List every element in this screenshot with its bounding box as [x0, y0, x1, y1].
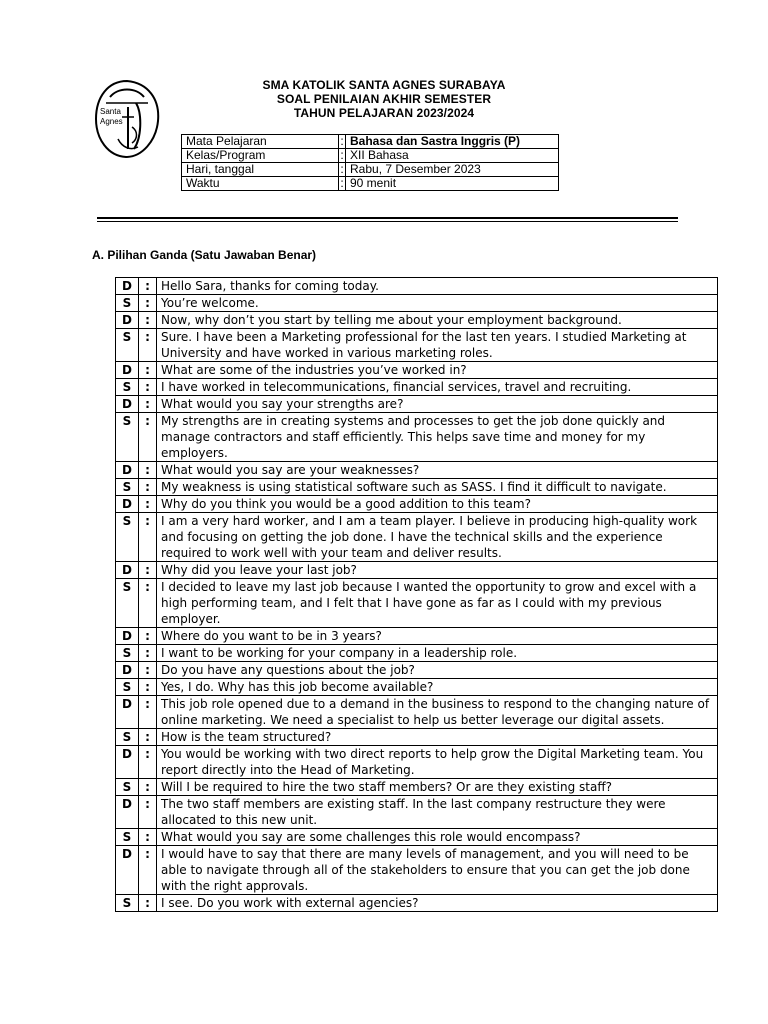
dialogue-text: What would you say your strengths are? [157, 396, 718, 413]
dialogue-row [116, 628, 718, 645]
dialogue-colon: : [139, 696, 157, 729]
info-value: Rabu, 7 Desember 2023 [346, 163, 559, 177]
dialogue-colon: : [139, 846, 157, 895]
info-label: Waktu [182, 177, 339, 191]
dialogue-colon: : [139, 278, 157, 295]
dialogue-speaker: D [116, 796, 139, 829]
dialogue-colon: : [139, 496, 157, 513]
dialogue-speaker: D [116, 846, 139, 895]
dialogue-colon: : [139, 513, 157, 562]
school-logo [92, 77, 162, 161]
section-title: A. Pilihan Ganda (Satu Jawaban Benar) [92, 248, 317, 262]
dialogue-text: What would you say are some challenges this role would encompass? [157, 829, 718, 846]
dialogue-colon: : [139, 479, 157, 496]
dialogue-colon: : [139, 413, 157, 462]
dialogue-text: Why did you leave your last job? [157, 562, 718, 579]
info-colon: : [340, 176, 344, 190]
dialogue-speaker: D [116, 396, 139, 413]
dialogue-text: I am a very hard worker, and I am a team player. I believe in producing high-quality work and focusing on getting the job done. I have the technical skills and the experience required to work well with your team and deliver results. [157, 513, 718, 562]
dialogue-text: How is the team structured? [157, 729, 718, 746]
info-row-class [182, 149, 559, 163]
dialogue-text: Sure. I have been a Marketing professional for the last ten years. I studied Marketing at University and have worked in various marketing roles. [157, 329, 718, 362]
dialogue-colon: : [139, 562, 157, 579]
exam-info-table [181, 134, 559, 191]
dialogue-text: I decided to leave my last job because I wanted the opportunity to grow and excel with a high performing team, and I felt that I have gone as far as I could with my previous employer. [157, 579, 718, 628]
dialogue-text: My weakness is using statistical software such as SASS. I find it difficult to navigate. [157, 479, 718, 496]
dialogue-speaker: S [116, 579, 139, 628]
info-row-date [182, 163, 559, 177]
svg-text:Santa: Santa [100, 107, 121, 116]
info-colon: : [340, 162, 344, 176]
dialogue-text: Do you have any questions about the job? [157, 662, 718, 679]
dialogue-row [116, 362, 718, 379]
dialogue-speaker: D [116, 628, 139, 645]
dialogue-row [116, 679, 718, 696]
dialogue-text: What would you say are your weaknesses? [157, 462, 718, 479]
dialogue-row [116, 496, 718, 513]
exam-title: SOAL PENILAIAN AKHIR SEMESTER [276, 92, 492, 106]
dialogue-row [116, 413, 718, 462]
dialogue-speaker: S [116, 329, 139, 362]
dialogue-text: You would be working with two direct reports to help grow the Digital Marketing team. You report directly into the Head of Marketing. [157, 746, 718, 779]
dialogue-speaker: D [116, 746, 139, 779]
dialogue-colon: : [139, 746, 157, 779]
dialogue-colon: : [139, 462, 157, 479]
dialogue-row [116, 846, 718, 895]
dialogue-row [116, 462, 718, 479]
dialogue-speaker: S [116, 829, 139, 846]
dialogue-colon: : [139, 329, 157, 362]
dialogue-text: Yes, I do. Why has this job become available? [157, 679, 718, 696]
dialogue-colon: : [139, 396, 157, 413]
dialogue-speaker: D [116, 278, 139, 295]
info-row-subject [182, 135, 559, 149]
dialogue-row [116, 779, 718, 796]
dialogue-text: I see. Do you work with external agencies? [157, 895, 718, 912]
info-value: Bahasa dan Sastra Inggris (P) [346, 135, 559, 149]
dialogue-colon: : [139, 579, 157, 628]
document-header [170, 78, 598, 120]
info-row-time [182, 177, 559, 191]
dialogue-text: Where do you want to be in 3 years? [157, 628, 718, 645]
dialogue-text: The two staff members are existing staff. In the last company restructure they were allocated to this new unit. [157, 796, 718, 829]
dialogue-text: What are some of the industries you’ve worked in? [157, 362, 718, 379]
dialogue-row [116, 645, 718, 662]
dialogue-text: I would have to say that there are many levels of management, and you will need to be able to navigate through all of the stakeholders to ensure that you can get the job done with the right approvals. [157, 846, 718, 895]
dialogue-speaker: D [116, 462, 139, 479]
dialogue-row [116, 729, 718, 746]
info-colon: : [340, 148, 344, 162]
dialogue-row [116, 696, 718, 729]
dialogue-colon: : [139, 645, 157, 662]
svg-text:Agnes: Agnes [100, 117, 123, 126]
dialogue-speaker: S [116, 895, 139, 912]
dialogue-row [116, 796, 718, 829]
dialogue-row [116, 329, 718, 362]
dialogue-row [116, 829, 718, 846]
dialogue-colon: : [139, 796, 157, 829]
dialogue-speaker: S [116, 513, 139, 562]
info-label: Kelas/Program [182, 149, 339, 163]
dialogue-speaker: D [116, 562, 139, 579]
dialogue-speaker: D [116, 362, 139, 379]
dialogue-speaker: S [116, 295, 139, 312]
dialogue-row [116, 513, 718, 562]
info-value: 90 menit [346, 177, 559, 191]
dialogue-colon: : [139, 628, 157, 645]
dialogue-speaker: S [116, 645, 139, 662]
dialogue-speaker: S [116, 479, 139, 496]
dialogue-row [116, 295, 718, 312]
info-label: Mata Pelajaran [182, 135, 339, 149]
dialogue-row [116, 579, 718, 628]
dialogue-text: This job role opened due to a demand in the business to respond to the changing nature of online marketing. We need a specialist to help us better leverage our digital assets. [157, 696, 718, 729]
dialogue-text: I want to be working for your company in a leadership role. [157, 645, 718, 662]
header-divider-thick [97, 217, 678, 219]
info-colon: : [340, 134, 344, 148]
dialogue-speaker: S [116, 379, 139, 396]
dialogue-speaker: S [116, 413, 139, 462]
dialogue-colon: : [139, 779, 157, 796]
dialogue-speaker: D [116, 496, 139, 513]
dialogue-colon: : [139, 679, 157, 696]
dialogue-rows [116, 278, 718, 912]
dialogue-row [116, 396, 718, 413]
dialogue-text: I have worked in telecommunications, financial services, travel and recruiting. [157, 379, 718, 396]
info-value: XII Bahasa [346, 149, 559, 163]
dialogue-speaker: S [116, 679, 139, 696]
dialogue-text: Why do you think you would be a good addition to this team? [157, 496, 718, 513]
dialogue-row [116, 662, 718, 679]
dialogue-row [116, 278, 718, 295]
dialogue-speaker: D [116, 696, 139, 729]
dialogue-colon: : [139, 662, 157, 679]
dialogue-row [116, 746, 718, 779]
dialogue-text: Hello Sara, thanks for coming today. [157, 278, 718, 295]
dialogue-colon: : [139, 362, 157, 379]
dialogue-table [115, 277, 718, 912]
dialogue-row [116, 895, 718, 912]
dialogue-text: Now, why don’t you start by telling me about your employment background. [157, 312, 718, 329]
dialogue-speaker: S [116, 729, 139, 746]
dialogue-speaker: S [116, 779, 139, 796]
dialogue-speaker: D [116, 312, 139, 329]
school-name: SMA KATOLIK SANTA AGNES SURABAYA [262, 78, 506, 92]
dialogue-colon: : [139, 295, 157, 312]
dialogue-colon: : [139, 895, 157, 912]
dialogue-text: Will I be required to hire the two staff members? Or are they existing staff? [157, 779, 718, 796]
dialogue-speaker: D [116, 662, 139, 679]
dialogue-row [116, 379, 718, 396]
dialogue-colon: : [139, 312, 157, 329]
academic-year: TAHUN PELAJARAN 2023/2024 [293, 106, 475, 120]
dialogue-colon: : [139, 729, 157, 746]
dialogue-row [116, 312, 718, 329]
header-divider-thin [97, 221, 678, 222]
info-label: Hari, tanggal [182, 163, 339, 177]
dialogue-text: My strengths are in creating systems and processes to get the job done quickly and manage contractors and staff efficiently. This helps save time and money for my employers. [157, 413, 718, 462]
dialogue-colon: : [139, 379, 157, 396]
dialogue-colon: : [139, 829, 157, 846]
dialogue-row [116, 479, 718, 496]
dialogue-text: You’re welcome. [157, 295, 718, 312]
dialogue-row [116, 562, 718, 579]
